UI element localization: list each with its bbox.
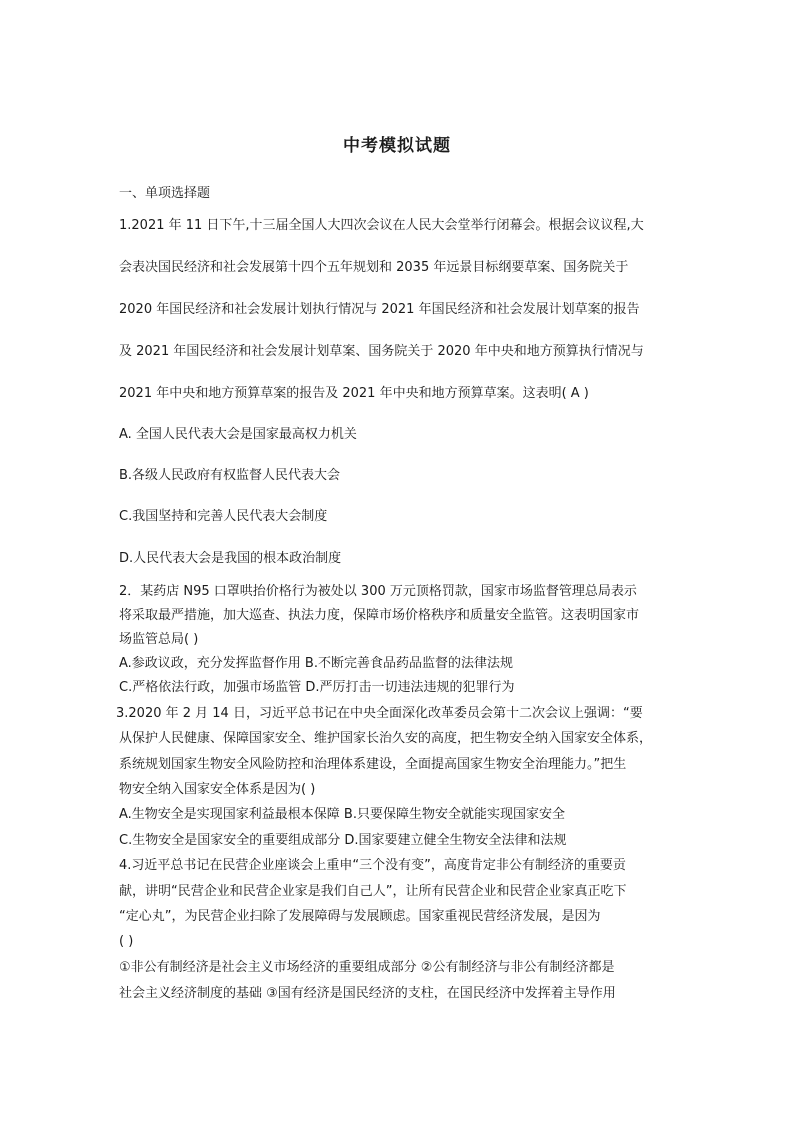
q1-line-5: 2021 年中央和地方预算草案的报告及 2021 年中央和地方预算草案。这表明( A ) bbox=[119, 386, 589, 401]
page-title: 中考模拟试题 bbox=[343, 136, 451, 156]
q1-line-2: 会表决国民经济和社会发展第十四个五年规划和 2035 年远景目标纲要草案、国务院关于 bbox=[119, 260, 629, 275]
q4-line-4: ( ) bbox=[119, 934, 134, 949]
q2-options-cd: C.严格依法行政，加强市场监管 D.严厉打击一切违法违规的犯罪行为 bbox=[119, 680, 515, 695]
q2-line-1: 2．某药店 N95 口罩哄抬价格行为被处以 300 万元顶格罚款，国家市场监督管理总局表示 bbox=[119, 584, 637, 599]
q4-line-5: ①非公有制经济是社会主义市场经济的重要组成部分 ②公有制经济与非公有制经济都是 bbox=[119, 960, 615, 975]
q4-line-1: 4.习近平总书记在民营企业座谈会上重申“三个没有变”，高度肯定非公有制经济的重要贡 bbox=[119, 858, 626, 873]
section-heading: 一、单项选择题 bbox=[119, 186, 211, 201]
q3-options-ab: A.生物安全是实现国家利益最根本保障 B.只要保障生物安全就能实现国家安全 bbox=[119, 807, 565, 822]
q4-line-6: 社会主义经济制度的基础 ③国有经济是国民经济的支柱，在国民经济中发挥着主导作用 bbox=[119, 986, 616, 1001]
q1-line-1: 1.2021 年 11 日下午,十三届全国人大四次会议在人民大会堂举行闭幕会。根据会议议程,大 bbox=[119, 218, 644, 233]
q2-options-ab: A.参政议政，充分发挥监督作用 B.不断完善食品药品监督的法律法规 bbox=[119, 656, 513, 671]
q1-option-b: B.各级人民政府有权监督人民代表大会 bbox=[119, 468, 341, 483]
q2-line-2: 将采取最严措施，加大巡查、执法力度，保障市场价格秩序和质量安全监管。这表明国家市 bbox=[119, 608, 640, 623]
q4-line-2: 献，讲明“民营企业和民营企业家是我们自己人”，让所有民营企业和民营企业家真正吃下 bbox=[119, 884, 627, 899]
q1-option-a: A. 全国人民代表大会是国家最高权力机关 bbox=[119, 427, 357, 442]
q2-line-3: 场监管总局( ) bbox=[119, 632, 199, 647]
q1-line-4: 及 2021 年国民经济和社会发展计划草案、国务院关于 2020 年中央和地方预算执行情况与 bbox=[119, 344, 644, 359]
q3-line-2: 从保护人民健康、保障国家安全、维护国家长治久安的高度，把生物安全纳入国家安全体系， bbox=[119, 731, 653, 746]
q1-line-3: 2020 年国民经济和社会发展计划执行情况与 2021 年国民经济和社会发展计划草案的报告 bbox=[119, 302, 640, 317]
q3-line-4: 物安全纳入国家安全体系是因为( ) bbox=[119, 782, 316, 797]
q1-option-d: D.人民代表大会是我国的根本政治制度 bbox=[119, 551, 342, 566]
q1-option-c: C.我国坚持和完善人民代表大会制度 bbox=[119, 509, 328, 524]
q3-line-1: 3.2020 年 2 月 14 日，习近平总书记在中央全面深化改革委员会第十二次会议上强调：“要 bbox=[116, 706, 643, 721]
q3-line-3: 系统规划国家生物安全风险防控和治理体系建设，全面提高国家生物安全治理能力。”把生 bbox=[119, 757, 627, 772]
q3-options-cd: C.生物安全是国家安全的重要组成部分 D.国家要建立健全生物安全法律和法规 bbox=[119, 833, 567, 848]
q4-line-3: “定心丸”，为民营企业扫除了发展障碍与发展顾虑。国家重视民营经济发展，是因为 bbox=[119, 909, 601, 924]
